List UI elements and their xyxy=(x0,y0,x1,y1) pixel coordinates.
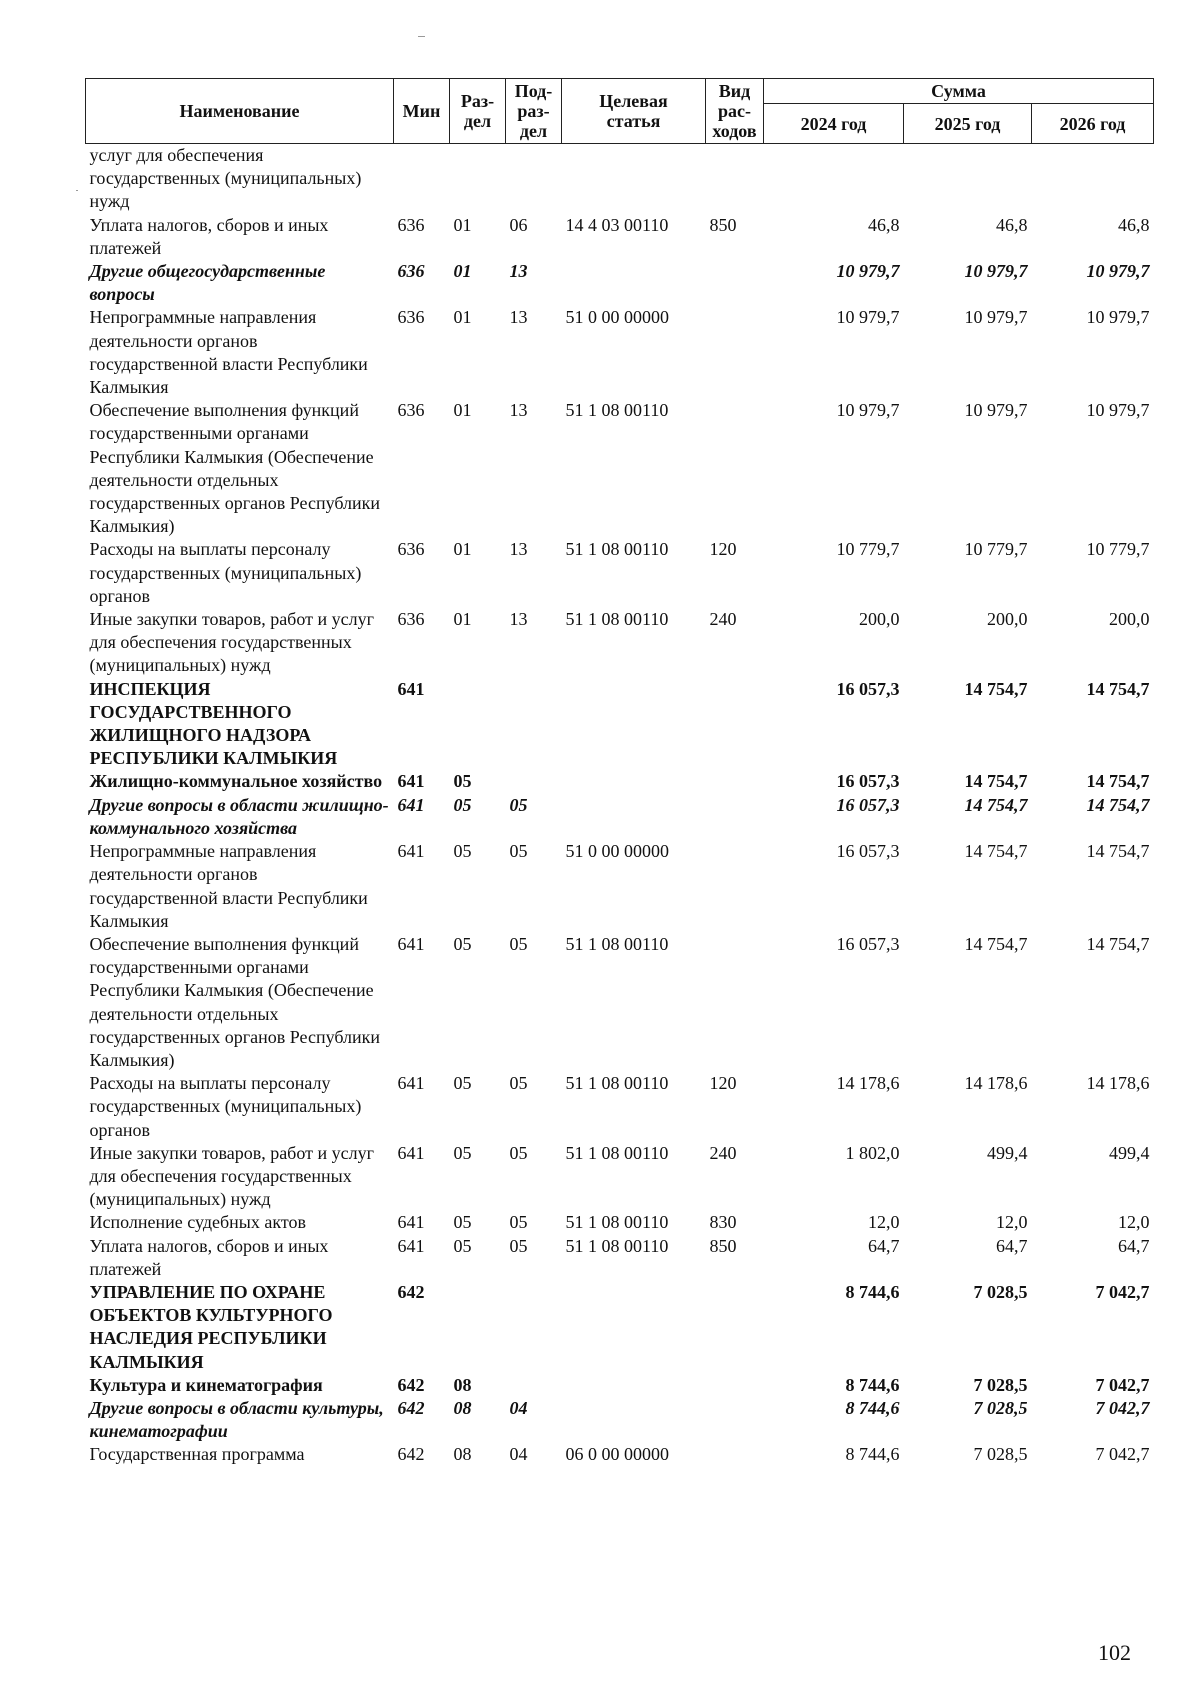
row-razdel: 05 xyxy=(453,771,472,792)
row-sum-2026: 200,0 xyxy=(1109,609,1150,630)
header-razdel: Раз- дел xyxy=(450,79,506,144)
header-year-2026: 2026 год xyxy=(1032,104,1154,144)
row-sum-2025: 10 979,7 xyxy=(964,261,1028,282)
row-vid-rashodov: 240 xyxy=(709,609,737,630)
row-vid-rashodov xyxy=(706,399,764,538)
row-sum-2025: 14 754,7 xyxy=(964,771,1028,792)
row-sum-2024: 16 057,3 xyxy=(836,933,900,954)
table-row xyxy=(86,1443,1154,1466)
row-razdel: 05 xyxy=(453,933,472,954)
row-razdel xyxy=(450,144,506,214)
row-sum-2024: 14 178,6 xyxy=(836,1073,900,1094)
row-sum-2024: 10 979,7 xyxy=(836,400,900,421)
row-min xyxy=(394,144,450,214)
row-vid-rashodov xyxy=(706,840,764,933)
row-min: 636 xyxy=(397,261,425,282)
row-min: 642 xyxy=(397,1374,425,1395)
table-body xyxy=(86,144,1154,1467)
row-sum-2024: 12,0 xyxy=(868,1212,900,1233)
row-name: Непрограммные направления деятельности органов государственной власти Республики Калмыкия xyxy=(89,307,368,398)
row-sum-2025: 14 754,7 xyxy=(964,794,1028,815)
row-name: Государственная программа xyxy=(89,1444,305,1465)
row-podrazdel: 05 xyxy=(509,1212,528,1233)
table-row xyxy=(86,214,1154,260)
row-razdel: 05 xyxy=(453,841,472,862)
scan-mark xyxy=(76,190,78,191)
row-min: 642 xyxy=(397,1397,425,1418)
table-row xyxy=(86,144,1154,214)
row-name: Обеспечение выполнения функций государственными органами Республики Калмыкия (Обеспечение деятельности отдельных государственных органов Республики Калмыкия) xyxy=(89,933,381,1070)
row-sum-2024: 8 744,6 xyxy=(845,1397,900,1418)
row-sum-2026: 14 754,7 xyxy=(1086,841,1150,862)
row-min: 641 xyxy=(397,1142,425,1163)
row-name: Культура и кинематография xyxy=(89,1374,323,1395)
row-sum-2026: 14 178,6 xyxy=(1086,1073,1150,1094)
row-podrazdel xyxy=(506,678,562,771)
row-sum-2024: 8 744,6 xyxy=(845,1281,900,1302)
row-sum-2025: 200,0 xyxy=(987,609,1028,630)
row-vid-rashodov: 240 xyxy=(709,1142,737,1163)
header-year-2024: 2024 год xyxy=(764,104,904,144)
row-podrazdel: 05 xyxy=(509,1142,528,1163)
table-row xyxy=(86,1281,1154,1374)
row-sum-2026: 10 979,7 xyxy=(1086,261,1150,282)
row-name: УПРАВЛЕНИЕ ПО ОХРАНЕ ОБЪЕКТОВ КУЛЬТУРНОГО НАСЛЕДИЯ РЕСПУБЛИКИ КАЛМЫКИЯ xyxy=(89,1281,333,1372)
row-min: 641 xyxy=(397,678,425,699)
row-vid-rashodov: 120 xyxy=(709,539,737,560)
row-razdel: 08 xyxy=(453,1397,472,1418)
row-podrazdel: 13 xyxy=(509,261,528,282)
row-razdel: 05 xyxy=(453,1212,472,1233)
row-name: Обеспечение выполнения функций государственными органами Республики Калмыкия (Обеспечение деятельности отдельных государственных органов Республики Калмыкия) xyxy=(89,400,381,537)
row-vid-rashodov xyxy=(706,1374,764,1397)
row-sum-2026 xyxy=(1032,144,1154,214)
table-row xyxy=(86,794,1154,840)
row-celevaya-statya: 51 0 00 00000 xyxy=(565,841,669,862)
row-razdel: 01 xyxy=(453,609,472,630)
row-podrazdel: 13 xyxy=(509,400,528,421)
row-sum-2026: 7 042,7 xyxy=(1095,1444,1150,1465)
row-sum-2025 xyxy=(904,144,1032,214)
table-row xyxy=(86,538,1154,608)
row-sum-2025: 64,7 xyxy=(996,1235,1028,1256)
row-vid-rashodov: 120 xyxy=(709,1073,737,1094)
row-razdel: 05 xyxy=(453,1235,472,1256)
row-vid-rashodov xyxy=(706,144,764,214)
row-celevaya-statya: 51 0 00 00000 xyxy=(565,307,669,328)
row-celevaya-statya: 06 0 00 00000 xyxy=(565,1444,669,1465)
row-sum-2026: 7 042,7 xyxy=(1095,1397,1150,1418)
row-podrazdel: 05 xyxy=(509,1235,528,1256)
row-podrazdel: 04 xyxy=(509,1397,528,1418)
row-name: Другие общегосударственные вопросы xyxy=(89,261,326,305)
row-sum-2024: 10 979,7 xyxy=(836,261,900,282)
row-sum-2026: 14 754,7 xyxy=(1086,678,1150,699)
row-vid-rashodov xyxy=(706,1443,764,1466)
row-name: Иные закупки товаров, работ и услуг для обеспечения государственных (муниципальных) нужд xyxy=(89,1142,374,1210)
row-razdel: 05 xyxy=(453,1142,472,1163)
row-razdel: 01 xyxy=(453,539,472,560)
row-sum-2025: 14 754,7 xyxy=(964,933,1028,954)
row-sum-2024: 1 802,0 xyxy=(845,1142,900,1163)
row-celevaya-statya xyxy=(562,1374,706,1397)
row-razdel: 08 xyxy=(453,1374,472,1395)
row-razdel: 05 xyxy=(453,794,472,815)
row-sum-2024 xyxy=(764,144,904,214)
row-celevaya-statya: 51 1 08 00110 xyxy=(565,1142,669,1163)
row-podrazdel xyxy=(506,144,562,214)
table-row xyxy=(86,306,1154,399)
row-vid-rashodov xyxy=(706,306,764,399)
table-row xyxy=(86,260,1154,306)
row-podrazdel: 05 xyxy=(509,933,528,954)
table-row xyxy=(86,1374,1154,1397)
table-row xyxy=(86,1072,1154,1142)
row-vid-rashodov: 850 xyxy=(709,214,737,235)
row-min: 636 xyxy=(397,609,425,630)
table-row xyxy=(86,933,1154,1072)
row-sum-2024: 46,8 xyxy=(868,214,900,235)
row-celevaya-statya: 51 1 08 00110 xyxy=(565,539,669,560)
row-sum-2025: 14 178,6 xyxy=(964,1073,1028,1094)
row-sum-2025: 7 028,5 xyxy=(973,1444,1028,1465)
row-razdel: 08 xyxy=(453,1444,472,1465)
row-razdel: 01 xyxy=(453,214,472,235)
header-celevaya-statya: Целевая статья xyxy=(562,79,706,144)
row-razdel: 01 xyxy=(453,307,472,328)
row-name: Расходы на выплаты персоналу государственных (муниципальных) органов xyxy=(89,539,362,606)
row-sum-2026: 7 042,7 xyxy=(1095,1374,1150,1395)
row-sum-2024: 8 744,6 xyxy=(845,1444,900,1465)
table-row xyxy=(86,1397,1154,1443)
row-sum-2024: 16 057,3 xyxy=(836,678,900,699)
row-celevaya-statya xyxy=(562,770,706,793)
row-name: Непрограммные направления деятельности органов государственной власти Республики Калмыкия xyxy=(89,841,368,931)
row-sum-2026: 10 779,7 xyxy=(1086,539,1150,560)
row-podrazdel: 04 xyxy=(509,1444,528,1465)
table-row xyxy=(86,1211,1154,1234)
row-razdel: 01 xyxy=(453,261,472,282)
row-celevaya-statya: 51 1 08 00110 xyxy=(565,1235,669,1256)
row-razdel xyxy=(450,1281,506,1374)
row-vid-rashodov xyxy=(706,678,764,771)
row-vid-rashodov xyxy=(706,770,764,793)
row-podrazdel: 13 xyxy=(509,609,528,630)
row-podrazdel: 13 xyxy=(509,307,528,328)
row-celevaya-statya: 51 1 08 00110 xyxy=(565,400,669,421)
row-min: 641 xyxy=(397,771,425,792)
table-row xyxy=(86,770,1154,793)
row-celevaya-statya: 51 1 08 00110 xyxy=(565,1073,669,1094)
row-sum-2025: 10 979,7 xyxy=(964,307,1028,328)
row-min: 641 xyxy=(397,1212,425,1233)
row-vid-rashodov xyxy=(706,1281,764,1374)
header-year-2025: 2025 год xyxy=(904,104,1032,144)
row-sum-2024: 200,0 xyxy=(859,609,900,630)
header-summa: Сумма xyxy=(764,79,1154,104)
row-min: 642 xyxy=(397,1444,425,1465)
row-celevaya-statya: 51 1 08 00110 xyxy=(565,609,669,630)
row-name: Исполнение судебных актов xyxy=(89,1212,307,1233)
row-sum-2024: 16 057,3 xyxy=(836,794,900,815)
row-sum-2025: 499,4 xyxy=(987,1142,1028,1163)
row-sum-2026: 14 754,7 xyxy=(1086,794,1150,815)
row-min: 636 xyxy=(397,539,425,560)
row-sum-2024: 64,7 xyxy=(868,1235,900,1256)
row-name: Жилищно-коммунальное хозяйство xyxy=(89,771,383,792)
row-min: 642 xyxy=(397,1281,425,1302)
row-razdel xyxy=(450,678,506,771)
row-sum-2026: 10 979,7 xyxy=(1086,400,1150,421)
row-razdel: 01 xyxy=(453,400,472,421)
row-sum-2026: 7 042,7 xyxy=(1095,1281,1150,1302)
header-min: Мин xyxy=(394,79,450,144)
row-name: Другие вопросы в области жилищно-коммунального хозяйства xyxy=(89,794,389,838)
row-name: Другие вопросы в области культуры, кинематографии xyxy=(89,1397,384,1442)
row-celevaya-statya xyxy=(562,1397,706,1443)
row-podrazdel: 05 xyxy=(509,1073,528,1094)
row-celevaya-statya: 51 1 08 00110 xyxy=(565,1212,669,1233)
row-celevaya-statya: 14 4 03 00110 xyxy=(565,214,669,235)
row-sum-2025: 7 028,5 xyxy=(973,1281,1028,1302)
row-sum-2024: 16 057,3 xyxy=(836,841,900,862)
row-min: 641 xyxy=(397,794,425,815)
row-podrazdel: 13 xyxy=(509,539,528,560)
table-row xyxy=(86,608,1154,678)
row-celevaya-statya xyxy=(562,144,706,214)
table-row xyxy=(86,1235,1154,1281)
row-min: 641 xyxy=(397,1073,425,1094)
row-podrazdel: 05 xyxy=(509,841,528,862)
row-vid-rashodov xyxy=(706,1397,764,1443)
row-vid-rashodov xyxy=(706,794,764,840)
row-sum-2025: 7 028,5 xyxy=(973,1397,1028,1418)
row-min: 636 xyxy=(397,214,425,235)
table-row xyxy=(86,399,1154,538)
table-row xyxy=(86,840,1154,933)
row-name: услуг для обеспечения государственных (муниципальных) нужд xyxy=(89,145,362,212)
scan-mark xyxy=(418,36,425,37)
row-sum-2026: 14 754,7 xyxy=(1086,933,1150,954)
row-celevaya-statya: 51 1 08 00110 xyxy=(565,933,669,954)
row-vid-rashodov: 830 xyxy=(709,1212,737,1233)
header-podrazdel: Под- раз- дел xyxy=(506,79,562,144)
row-podrazdel: 06 xyxy=(509,214,528,235)
row-sum-2025: 14 754,7 xyxy=(964,841,1028,862)
row-sum-2024: 10 979,7 xyxy=(836,307,900,328)
row-sum-2026: 499,4 xyxy=(1109,1142,1150,1163)
row-podrazdel xyxy=(506,1374,562,1397)
row-sum-2025: 46,8 xyxy=(996,214,1028,235)
table-row xyxy=(86,678,1154,771)
budget-table xyxy=(85,78,1154,1467)
row-sum-2026: 64,7 xyxy=(1118,1235,1150,1256)
row-name: ИНСПЕКЦИЯ ГОСУДАРСТВЕННОГО ЖИЛИЩНОГО НАДЗОРА РЕСПУБЛИКИ КАЛМЫКИЯ xyxy=(89,678,338,769)
row-celevaya-statya xyxy=(562,1281,706,1374)
row-min: 641 xyxy=(397,1235,425,1256)
row-sum-2025: 7 028,5 xyxy=(973,1374,1028,1395)
row-celevaya-statya xyxy=(562,794,706,840)
row-name: Иные закупки товаров, работ и услуг для обеспечения государственных (муниципальных) нужд xyxy=(89,609,374,676)
row-sum-2024: 16 057,3 xyxy=(836,771,900,792)
row-sum-2025: 14 754,7 xyxy=(964,678,1028,699)
row-razdel: 05 xyxy=(453,1073,472,1094)
row-vid-rashodov: 850 xyxy=(709,1235,737,1256)
row-sum-2024: 8 744,6 xyxy=(845,1374,900,1395)
header-vid-rashodov: Вид рас- ходов xyxy=(706,79,764,144)
row-vid-rashodov xyxy=(706,260,764,306)
row-sum-2026: 14 754,7 xyxy=(1086,771,1150,792)
row-name: Уплата налогов, сборов и иных платежей xyxy=(89,214,329,258)
row-sum-2025: 10 779,7 xyxy=(964,539,1028,560)
row-podrazdel: 05 xyxy=(509,794,528,815)
row-sum-2024: 10 779,7 xyxy=(836,539,900,560)
row-min: 641 xyxy=(397,933,425,954)
row-name: Расходы на выплаты персоналу государственных (муниципальных) органов xyxy=(89,1073,362,1140)
row-min: 636 xyxy=(397,307,425,328)
page-number: 102 xyxy=(1098,1640,1131,1665)
row-sum-2026: 12,0 xyxy=(1118,1212,1150,1233)
header-name: Наименование xyxy=(86,79,394,144)
row-podrazdel xyxy=(506,770,562,793)
row-celevaya-statya xyxy=(562,260,706,306)
row-name: Уплата налогов, сборов и иных платежей xyxy=(89,1235,329,1279)
table-row xyxy=(86,1142,1154,1212)
row-min: 636 xyxy=(397,400,425,421)
table-header xyxy=(86,79,1154,144)
row-podrazdel xyxy=(506,1281,562,1374)
row-sum-2025: 12,0 xyxy=(996,1212,1028,1233)
row-sum-2026: 10 979,7 xyxy=(1086,307,1150,328)
row-sum-2026: 46,8 xyxy=(1118,214,1150,235)
row-celevaya-statya xyxy=(562,678,706,771)
row-vid-rashodov xyxy=(706,933,764,1072)
row-sum-2025: 10 979,7 xyxy=(964,400,1028,421)
row-min: 641 xyxy=(397,841,425,862)
